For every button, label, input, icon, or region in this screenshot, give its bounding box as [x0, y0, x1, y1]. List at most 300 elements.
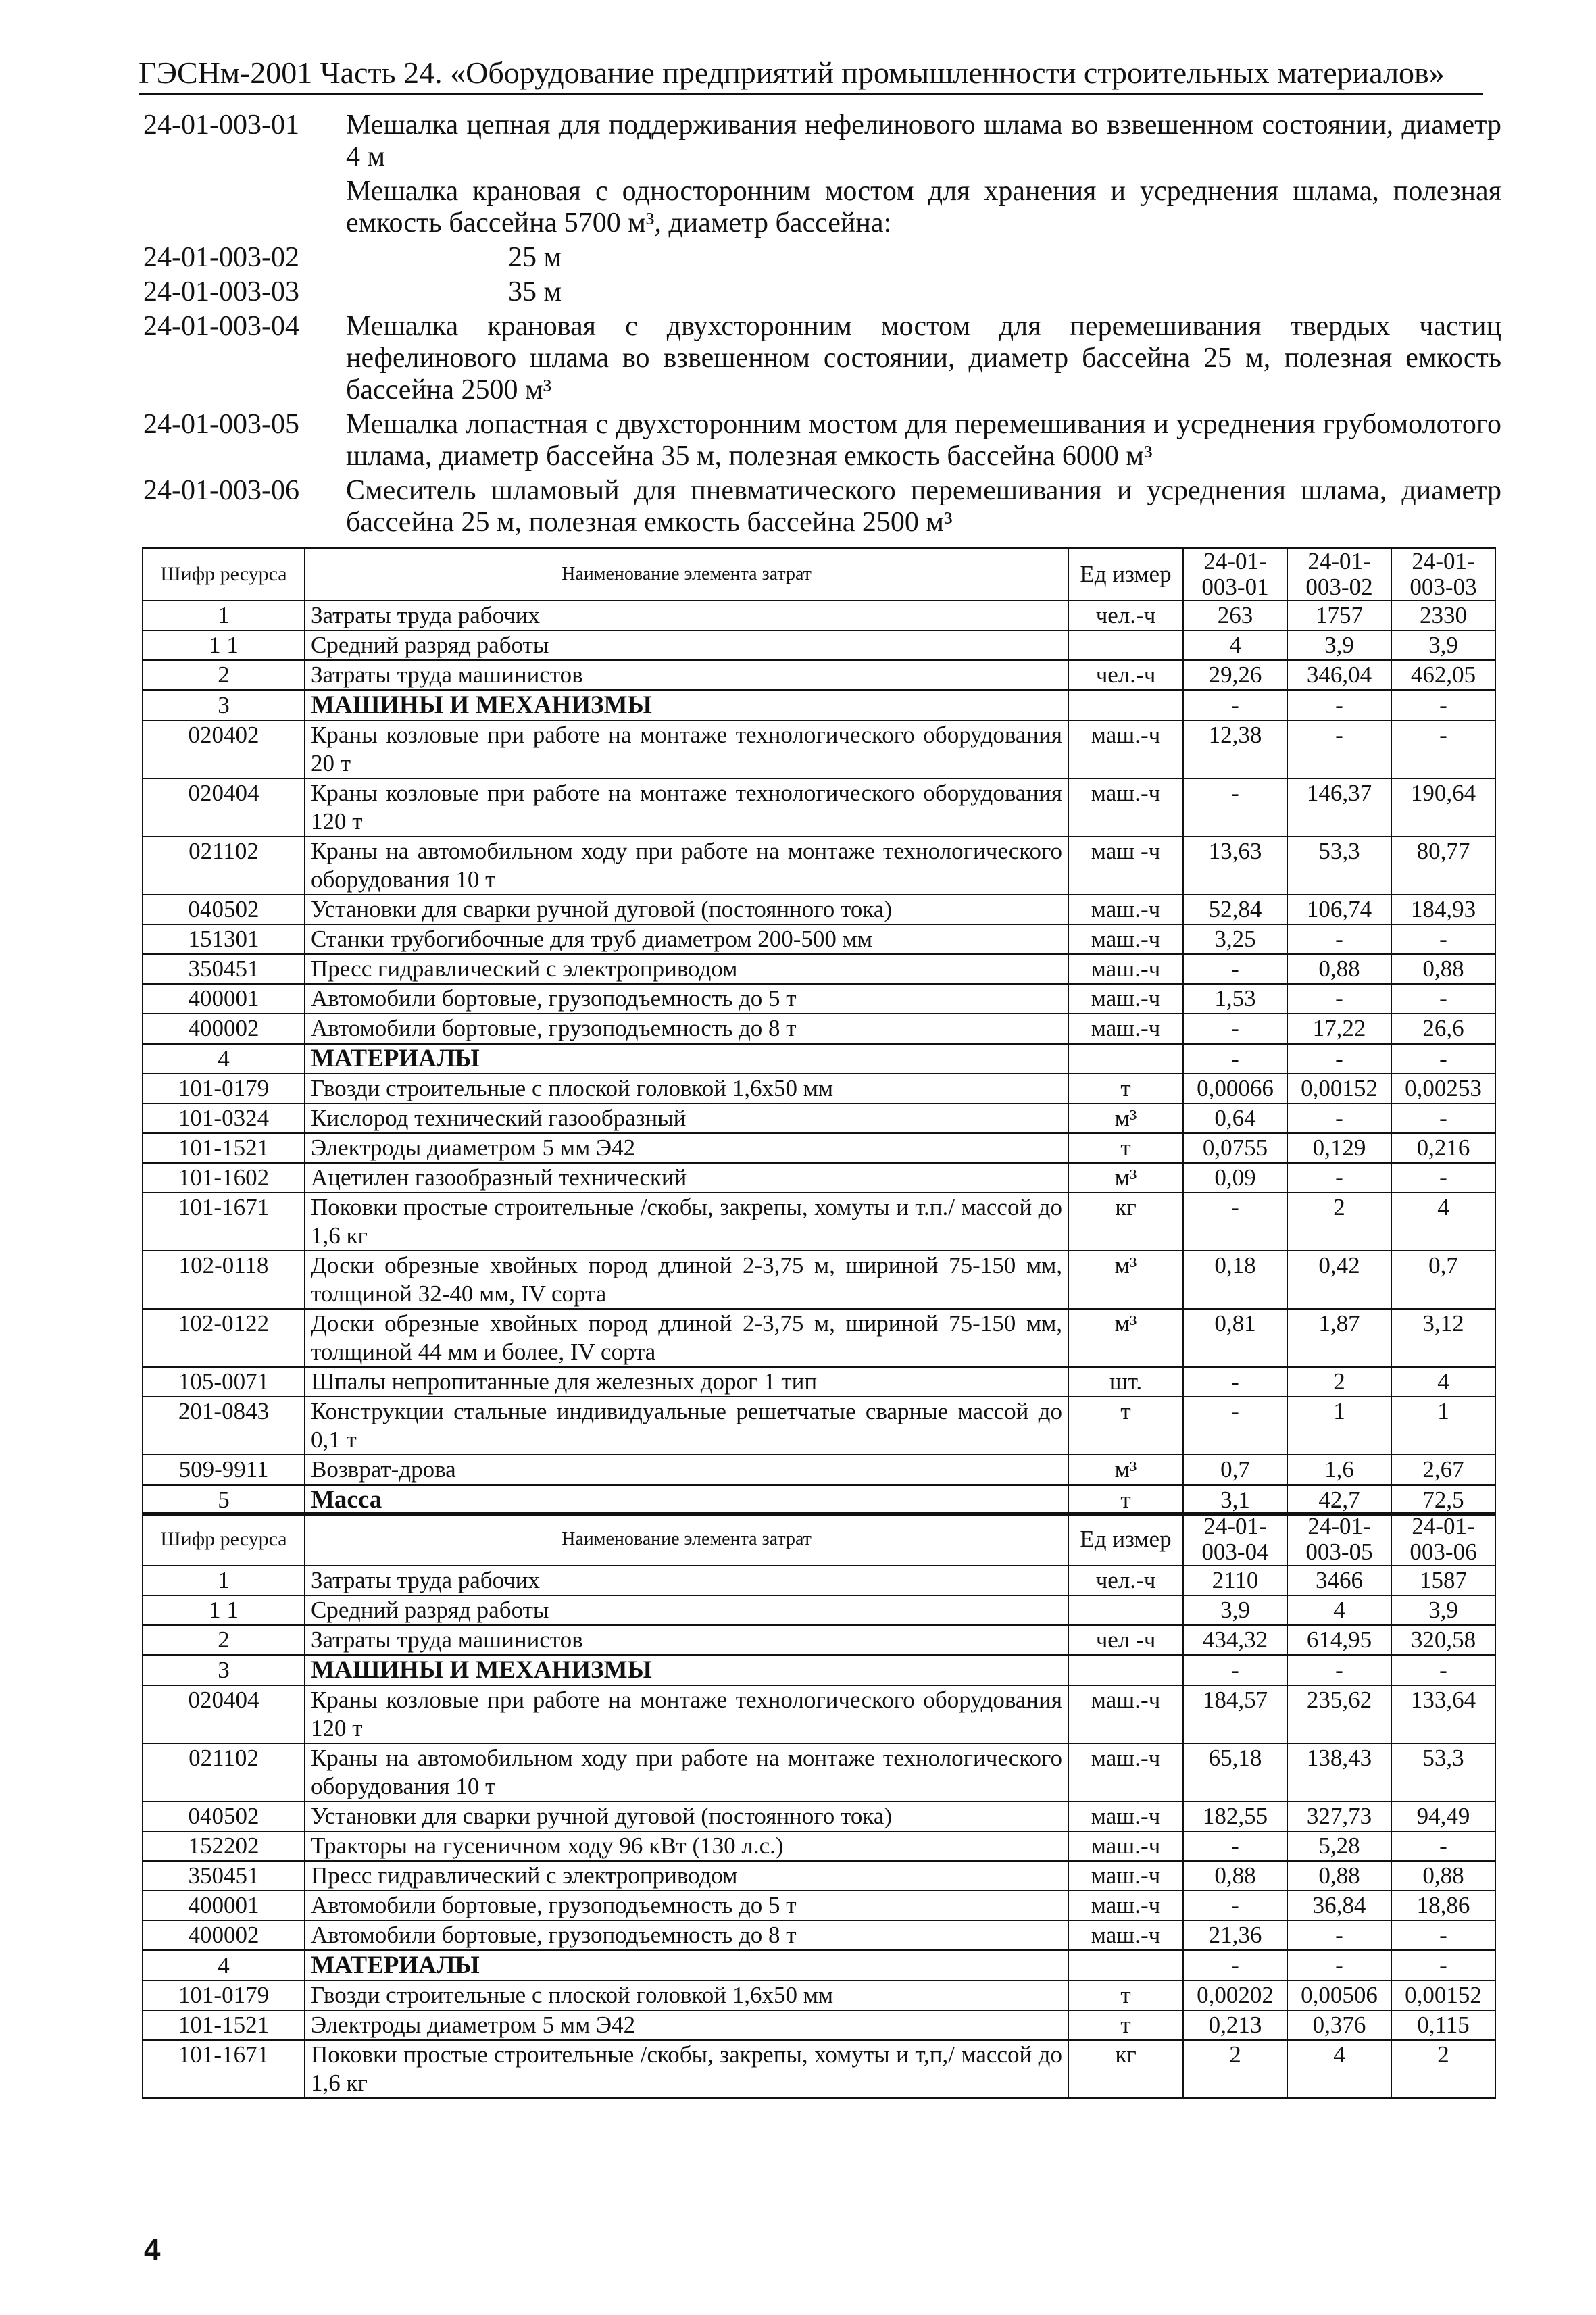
- value-cell: 2,67: [1391, 1455, 1495, 1485]
- value-cell: -: [1183, 1951, 1287, 1981]
- description-item: [143, 276, 1501, 308]
- value-cell: -: [1391, 1656, 1495, 1686]
- value-cell: 0,129: [1287, 1133, 1391, 1163]
- column-header: Шифр ресурса: [143, 548, 305, 601]
- resource-name-cell: Затраты труда рабочих: [305, 601, 1068, 630]
- value-cell: 3,9: [1287, 630, 1391, 660]
- value-cell: 94,49: [1391, 1801, 1495, 1831]
- description-text: 35 м: [508, 276, 562, 307]
- description-item: [143, 109, 1501, 173]
- table-row: [143, 1485, 1495, 1516]
- unit-cell: м³: [1068, 1309, 1183, 1367]
- description-code: 24-01-003-02: [143, 242, 299, 273]
- value-cell: 17,22: [1287, 1014, 1391, 1044]
- resource-code-cell: 021102: [143, 837, 305, 895]
- value-cell: -: [1183, 954, 1287, 984]
- table-row: [143, 1743, 1495, 1801]
- resource-name-cell: Средний разряд работы: [305, 630, 1068, 660]
- description-item: [143, 176, 1501, 239]
- resource-name-cell: Доски обрезные хвойных пород длиной 2-3,75 м, шириной 75-150 мм, толщиной 44 мм и более, IV сорта: [305, 1309, 1068, 1367]
- value-cell: 0,00066: [1183, 1074, 1287, 1103]
- resource-name-cell: Кислород технический газообразный: [305, 1103, 1068, 1133]
- value-cell: 42,7: [1287, 1485, 1391, 1516]
- column-header: Ед измер: [1068, 548, 1183, 601]
- value-cell: 614,95: [1287, 1625, 1391, 1656]
- resource-name-cell: Электроды диаметром 5 мм Э42: [305, 1133, 1068, 1163]
- unit-cell: м³: [1068, 1251, 1183, 1309]
- resource-name-cell: Краны козловые при работе на монтаже технологического оборудования 120 т: [305, 778, 1068, 837]
- value-cell: 4: [1287, 1595, 1391, 1625]
- resource-code-cell: 020404: [143, 778, 305, 837]
- table-row: [143, 895, 1495, 924]
- resource-name-cell: МАТЕРИАЛЫ: [305, 1044, 1068, 1074]
- resource-name-cell: Затраты труда рабочих: [305, 1566, 1068, 1595]
- resource-name-cell: Установки для сварки ручной дуговой (постоянного тока): [305, 895, 1068, 924]
- value-cell: 4: [1287, 2040, 1391, 2098]
- unit-cell: [1068, 630, 1183, 660]
- unit-cell: кг: [1068, 1193, 1183, 1251]
- resource-table-2: [142, 1512, 1496, 2099]
- description-text: Мешалка крановая с двухсторонним мостом для перемешивания твердых частиц нефелинового шлама во взвешенном состоянии, диаметр бассейна 25 м, полезная емкость бассейна 2500 м³: [346, 311, 1501, 405]
- value-cell: 4: [1183, 630, 1287, 660]
- table-row: [143, 1074, 1495, 1103]
- resource-code-cell: 201-0843: [143, 1397, 305, 1455]
- value-cell: 0,18: [1183, 1251, 1287, 1309]
- unit-cell: шт.: [1068, 1367, 1183, 1397]
- resource-code-cell: 400001: [143, 1891, 305, 1920]
- value-cell: 327,73: [1287, 1801, 1391, 1831]
- description-text: Мешалка цепная для поддерживания нефелинового шлама во взвешенном состоянии, диаметр 4 м: [346, 109, 1501, 172]
- value-cell: -: [1287, 1044, 1391, 1074]
- value-cell: -: [1183, 1014, 1287, 1044]
- description-text: Мешалка крановая с односторонним мостом для хранения и усреднения шлама, полезная емкость бассейна 5700 м³, диаметр бассейна:: [346, 176, 1501, 239]
- table-row: [143, 1861, 1495, 1891]
- value-cell: 1,53: [1183, 984, 1287, 1014]
- value-cell: 2: [1287, 1367, 1391, 1397]
- unit-cell: [1068, 1595, 1183, 1625]
- resource-code-cell: 101-0179: [143, 1981, 305, 2010]
- value-cell: 320,58: [1391, 1625, 1495, 1656]
- resource-name-cell: Краны на автомобильном ходу при работе на монтаже технологического оборудования 10 т: [305, 1743, 1068, 1801]
- value-cell: 184,93: [1391, 895, 1495, 924]
- resource-name-cell: Автомобили бортовые, грузоподъемность до 8 т: [305, 1920, 1068, 1951]
- page-title: ГЭСНм-2001 Часть 24. «Оборудование предприятий промышленности строительных материалов»: [139, 55, 1445, 90]
- resource-code-cell: 1: [143, 601, 305, 630]
- value-cell: -: [1183, 691, 1287, 721]
- unit-cell: маш.-ч: [1068, 1891, 1183, 1920]
- value-cell: 0,00253: [1391, 1074, 1495, 1103]
- unit-cell: маш.-ч: [1068, 895, 1183, 924]
- value-cell: 5,28: [1287, 1831, 1391, 1861]
- table-row: [143, 1566, 1495, 1595]
- unit-cell: т: [1068, 1981, 1183, 2010]
- unit-cell: [1068, 1044, 1183, 1074]
- resource-code-cell: 2: [143, 660, 305, 691]
- resource-name-cell: МАШИНЫ И МЕХАНИЗМЫ: [305, 1656, 1068, 1686]
- resource-code-cell: 021102: [143, 1743, 305, 1801]
- value-cell: 3,9: [1391, 1595, 1495, 1625]
- resource-code-cell: 151301: [143, 924, 305, 954]
- resource-name-cell: Гвозди строительные с плоской головкой 1,6х50 мм: [305, 1074, 1068, 1103]
- table-row: [143, 954, 1495, 984]
- value-cell: 0,88: [1287, 954, 1391, 984]
- table-row: [143, 1251, 1495, 1309]
- value-cell: 26,6: [1391, 1014, 1495, 1044]
- table-header-row: [143, 548, 1495, 601]
- value-cell: -: [1183, 778, 1287, 837]
- table-row: [143, 1595, 1495, 1625]
- resource-name-cell: Автомобили бортовые, грузоподъемность до 8 т: [305, 1014, 1068, 1044]
- value-cell: 0,88: [1391, 954, 1495, 984]
- resource-name-cell: Тракторы на гусеничном ходу 96 кВт (130 л.с.): [305, 1831, 1068, 1861]
- value-cell: 0,00506: [1287, 1981, 1391, 2010]
- page-number: 4: [144, 2233, 161, 2266]
- value-cell: 72,5: [1391, 1485, 1495, 1516]
- table-row: [143, 660, 1495, 691]
- resource-code-cell: 040502: [143, 1801, 305, 1831]
- resource-name-cell: Автомобили бортовые, грузоподъемность до 5 т: [305, 984, 1068, 1014]
- value-cell: 0,7: [1183, 1455, 1287, 1485]
- resource-code-cell: 4: [143, 1044, 305, 1074]
- value-cell: -: [1391, 1951, 1495, 1981]
- value-cell: 52,84: [1183, 895, 1287, 924]
- unit-cell: маш.-ч: [1068, 1861, 1183, 1891]
- unit-cell: м³: [1068, 1455, 1183, 1485]
- value-cell: -: [1391, 1920, 1495, 1951]
- description-code: 24-01-003-04: [143, 311, 299, 342]
- table-row: [143, 1133, 1495, 1163]
- table-row: [143, 1801, 1495, 1831]
- resource-name-cell: МАТЕРИАЛЫ: [305, 1951, 1068, 1981]
- value-cell: 0,00152: [1287, 1074, 1391, 1103]
- resource-code-cell: 101-0324: [143, 1103, 305, 1133]
- resource-code-cell: 040502: [143, 895, 305, 924]
- value-cell: 3,12: [1391, 1309, 1495, 1367]
- value-cell: 3,9: [1183, 1595, 1287, 1625]
- value-cell: 0,64: [1183, 1103, 1287, 1133]
- value-cell: 434,32: [1183, 1625, 1287, 1656]
- table-header-row: [143, 1513, 1495, 1566]
- table-row: [143, 1367, 1495, 1397]
- resource-code-cell: 101-1671: [143, 1193, 305, 1251]
- value-cell: 0,7: [1391, 1251, 1495, 1309]
- value-cell: 36,84: [1287, 1891, 1391, 1920]
- table-row: [143, 924, 1495, 954]
- unit-cell: маш.-ч: [1068, 1801, 1183, 1831]
- description-code: [143, 176, 346, 239]
- table-row: [143, 691, 1495, 721]
- value-cell: -: [1183, 1367, 1287, 1397]
- value-cell: 2: [1183, 2040, 1287, 2098]
- value-cell: -: [1183, 1831, 1287, 1861]
- resource-name-cell: Автомобили бортовые, грузоподъемность до 5 т: [305, 1891, 1068, 1920]
- description-item: [143, 475, 1501, 539]
- resource-name-cell: Ацетилен газообразный технический: [305, 1163, 1068, 1193]
- value-cell: 4: [1391, 1193, 1495, 1251]
- table-row: [143, 1625, 1495, 1656]
- resource-code-cell: 509-9911: [143, 1455, 305, 1485]
- resource-name-cell: Доски обрезные хвойных пород длиной 2-3,75 м, шириной 75-150 мм, толщиной 32-40 мм, IV сорта: [305, 1251, 1068, 1309]
- value-cell: -: [1287, 1656, 1391, 1686]
- value-cell: 0,115: [1391, 2010, 1495, 2040]
- value-cell: -: [1287, 720, 1391, 778]
- value-cell: -: [1287, 691, 1391, 721]
- value-cell: 0,0755: [1183, 1133, 1287, 1163]
- value-cell: 263: [1183, 601, 1287, 630]
- value-cell: -: [1287, 1103, 1391, 1133]
- value-cell: 3466: [1287, 1566, 1391, 1595]
- table-row: [143, 1455, 1495, 1485]
- unit-cell: т: [1068, 1133, 1183, 1163]
- value-cell: 0,09: [1183, 1163, 1287, 1193]
- resource-name-cell: Средний разряд работы: [305, 1595, 1068, 1625]
- resource-code-cell: 1 1: [143, 1595, 305, 1625]
- resource-name-cell: Краны козловые при работе на монтаже технологического оборудования 20 т: [305, 720, 1068, 778]
- table-row: [143, 1981, 1495, 2010]
- unit-cell: т: [1068, 1397, 1183, 1455]
- table-row: [143, 630, 1495, 660]
- resource-name-cell: Пресс гидравлический с электроприводом: [305, 1861, 1068, 1891]
- unit-cell: маш.-ч: [1068, 1831, 1183, 1861]
- unit-cell: маш -ч: [1068, 837, 1183, 895]
- table-row: [143, 1103, 1495, 1133]
- value-cell: 106,74: [1287, 895, 1391, 924]
- table-row: [143, 1920, 1495, 1951]
- unit-cell: маш.-ч: [1068, 1685, 1183, 1743]
- value-cell: 0,376: [1287, 2010, 1391, 2040]
- unit-cell: маш.-ч: [1068, 954, 1183, 984]
- description-text: Смеситель шламовый для пневматического перемешивания и усреднения шлама, диаметр бассейна 25 м, полезная емкость бассейна 2500 м³: [346, 475, 1501, 538]
- value-cell: -: [1287, 1951, 1391, 1981]
- description-code: 24-01-003-03: [143, 276, 299, 307]
- value-cell: 1,87: [1287, 1309, 1391, 1367]
- value-cell: -: [1183, 1044, 1287, 1074]
- page-header: [139, 53, 1483, 95]
- resource-code-cell: 020404: [143, 1685, 305, 1743]
- column-header: Наименование элемента затрат: [305, 1513, 1068, 1566]
- value-cell: 53,3: [1391, 1743, 1495, 1801]
- resource-name-cell: Электроды диаметром 5 мм Э42: [305, 2010, 1068, 2040]
- value-cell: -: [1183, 1193, 1287, 1251]
- value-cell: 2: [1391, 2040, 1495, 2098]
- unit-cell: чел.-ч: [1068, 1566, 1183, 1595]
- column-header: 24-01-003-04: [1183, 1513, 1287, 1566]
- resource-code-cell: 3: [143, 691, 305, 721]
- value-cell: 133,64: [1391, 1685, 1495, 1743]
- value-cell: -: [1287, 984, 1391, 1014]
- value-cell: 3,25: [1183, 924, 1287, 954]
- table-row: [143, 1044, 1495, 1074]
- unit-cell: м³: [1068, 1103, 1183, 1133]
- value-cell: 2: [1287, 1193, 1391, 1251]
- value-cell: -: [1183, 1397, 1287, 1455]
- unit-cell: маш.-ч: [1068, 1743, 1183, 1801]
- value-cell: -: [1287, 924, 1391, 954]
- column-header: 24-01-003-01: [1183, 548, 1287, 601]
- value-cell: -: [1183, 1891, 1287, 1920]
- column-header: 24-01-003-03: [1391, 548, 1495, 601]
- value-cell: 184,57: [1183, 1685, 1287, 1743]
- table-row: [143, 1831, 1495, 1861]
- resource-name-cell: Краны козловые при работе на монтаже технологического оборудования 120 т: [305, 1685, 1068, 1743]
- resource-name-cell: Гвозди строительные с плоской головкой 1,6х50 мм: [305, 1981, 1068, 2010]
- resource-name-cell: Масса: [305, 1485, 1068, 1516]
- resource-name-cell: Шпалы непропитанные для железных дорог 1 тип: [305, 1367, 1068, 1397]
- table-row: [143, 1014, 1495, 1044]
- table-row: [143, 984, 1495, 1014]
- value-cell: 1: [1391, 1397, 1495, 1455]
- value-cell: 3,9: [1391, 630, 1495, 660]
- resource-code-cell: 101-1602: [143, 1163, 305, 1193]
- resource-code-cell: 1: [143, 1566, 305, 1595]
- description-text: 25 м: [508, 242, 562, 273]
- table-row: [143, 1397, 1495, 1455]
- value-cell: 80,77: [1391, 837, 1495, 895]
- resource-code-cell: 105-0071: [143, 1367, 305, 1397]
- unit-cell: [1068, 1656, 1183, 1686]
- resource-code-cell: 4: [143, 1951, 305, 1981]
- resource-code-cell: 5: [143, 1485, 305, 1516]
- value-cell: 12,38: [1183, 720, 1287, 778]
- column-header: Ед измер: [1068, 1513, 1183, 1566]
- unit-cell: т: [1068, 1074, 1183, 1103]
- value-cell: -: [1391, 1044, 1495, 1074]
- table-row: [143, 1309, 1495, 1367]
- value-cell: -: [1287, 1920, 1391, 1951]
- resource-code-cell: 101-1521: [143, 2010, 305, 2040]
- resource-code-cell: 1 1: [143, 630, 305, 660]
- value-cell: 190,64: [1391, 778, 1495, 837]
- value-cell: 21,36: [1183, 1920, 1287, 1951]
- value-cell: -: [1391, 691, 1495, 721]
- value-cell: -: [1391, 1163, 1495, 1193]
- resource-name-cell: Поковки простые строительные /скобы, закрепы, хомуты и т.п./ массой до 1,6 кг: [305, 1193, 1068, 1251]
- resource-code-cell: 101-1671: [143, 2040, 305, 2098]
- resource-code-cell: 400001: [143, 984, 305, 1014]
- value-cell: -: [1391, 1831, 1495, 1861]
- value-cell: 13,63: [1183, 837, 1287, 895]
- table-row: [143, 1951, 1495, 1981]
- resource-code-cell: 020402: [143, 720, 305, 778]
- value-cell: 1: [1287, 1397, 1391, 1455]
- resource-name-cell: Затраты труда машинистов: [305, 1625, 1068, 1656]
- unit-cell: маш.-ч: [1068, 1920, 1183, 1951]
- value-cell: -: [1183, 1656, 1287, 1686]
- table-row: [143, 837, 1495, 895]
- description-code: 24-01-003-01: [143, 109, 299, 141]
- table-row: [143, 720, 1495, 778]
- table-row: [143, 2010, 1495, 2040]
- value-cell: 146,37: [1287, 778, 1391, 837]
- column-header: 24-01-003-06: [1391, 1513, 1495, 1566]
- resource-name-cell: Возврат-дрова: [305, 1455, 1068, 1485]
- unit-cell: чел -ч: [1068, 1625, 1183, 1656]
- resource-code-cell: 102-0118: [143, 1251, 305, 1309]
- unit-cell: кг: [1068, 2040, 1183, 2098]
- resource-code-cell: 101-0179: [143, 1074, 305, 1103]
- resource-code-cell: 400002: [143, 1920, 305, 1951]
- resource-table-1: [142, 547, 1496, 1516]
- unit-cell: [1068, 1951, 1183, 1981]
- value-cell: 1,6: [1287, 1455, 1391, 1485]
- column-header: 24-01-003-05: [1287, 1513, 1391, 1566]
- value-cell: 235,62: [1287, 1685, 1391, 1743]
- column-header: 24-01-003-02: [1287, 548, 1391, 601]
- value-cell: -: [1391, 924, 1495, 954]
- resource-code-cell: 152202: [143, 1831, 305, 1861]
- value-cell: 2110: [1183, 1566, 1287, 1595]
- unit-cell: чел.-ч: [1068, 601, 1183, 630]
- unit-cell: т: [1068, 2010, 1183, 2040]
- resource-name-cell: Затраты труда машинистов: [305, 660, 1068, 691]
- descriptions-list: [143, 109, 1501, 541]
- value-cell: 138,43: [1287, 1743, 1391, 1801]
- unit-cell: маш.-ч: [1068, 778, 1183, 837]
- unit-cell: т: [1068, 1485, 1183, 1516]
- column-header: Наименование элемента затрат: [305, 548, 1068, 601]
- table-row: [143, 1891, 1495, 1920]
- value-cell: 1757: [1287, 601, 1391, 630]
- value-cell: 0,81: [1183, 1309, 1287, 1367]
- resource-name-cell: Станки трубогибочные для труб диаметром 200-500 мм: [305, 924, 1068, 954]
- value-cell: 0,213: [1183, 2010, 1287, 2040]
- value-cell: 3,1: [1183, 1485, 1287, 1516]
- table-row: [143, 1685, 1495, 1743]
- description-text: Мешалка лопастная с двухсторонним мостом для перемешивания и усреднения грубомолотого шлама, диаметр бассейна 35 м, полезная емкость бассейна 6000 м³: [346, 409, 1501, 472]
- value-cell: -: [1391, 720, 1495, 778]
- table-row: [143, 2040, 1495, 2098]
- value-cell: -: [1391, 984, 1495, 1014]
- table-row: [143, 778, 1495, 837]
- resource-code-cell: 3: [143, 1656, 305, 1686]
- value-cell: 4: [1391, 1367, 1495, 1397]
- value-cell: 0,88: [1287, 1861, 1391, 1891]
- value-cell: 18,86: [1391, 1891, 1495, 1920]
- resource-name-cell: Установки для сварки ручной дуговой (постоянного тока): [305, 1801, 1068, 1831]
- value-cell: 346,04: [1287, 660, 1391, 691]
- resource-name-cell: МАШИНЫ И МЕХАНИЗМЫ: [305, 691, 1068, 721]
- resource-name-cell: Поковки простые строительные /скобы, закрепы, хомуты и т,п,/ массой до 1,6 кг: [305, 2040, 1068, 2098]
- value-cell: 65,18: [1183, 1743, 1287, 1801]
- value-cell: -: [1391, 1103, 1495, 1133]
- description-code: 24-01-003-05: [143, 409, 299, 440]
- unit-cell: маш.-ч: [1068, 720, 1183, 778]
- unit-cell: маш.-ч: [1068, 984, 1183, 1014]
- unit-cell: маш.-ч: [1068, 1014, 1183, 1044]
- value-cell: 182,55: [1183, 1801, 1287, 1831]
- resource-code-cell: 350451: [143, 1861, 305, 1891]
- table-row: [143, 1193, 1495, 1251]
- unit-cell: [1068, 691, 1183, 721]
- table-row: [143, 1656, 1495, 1686]
- value-cell: 0,88: [1391, 1861, 1495, 1891]
- description-code: 24-01-003-06: [143, 475, 299, 506]
- value-cell: 53,3: [1287, 837, 1391, 895]
- resource-name-cell: Конструкции стальные индивидуальные решетчатые сварные массой до 0,1 т: [305, 1397, 1068, 1455]
- column-header: Шифр ресурса: [143, 1513, 305, 1566]
- value-cell: 462,05: [1391, 660, 1495, 691]
- resource-code-cell: 101-1521: [143, 1133, 305, 1163]
- value-cell: 1587: [1391, 1566, 1495, 1595]
- value-cell: 29,26: [1183, 660, 1287, 691]
- value-cell: 0,216: [1391, 1133, 1495, 1163]
- resource-name-cell: Пресс гидравлический с электроприводом: [305, 954, 1068, 984]
- value-cell: 0,42: [1287, 1251, 1391, 1309]
- description-item: [143, 311, 1501, 406]
- resource-code-cell: 350451: [143, 954, 305, 984]
- table-row: [143, 601, 1495, 630]
- unit-cell: маш.-ч: [1068, 924, 1183, 954]
